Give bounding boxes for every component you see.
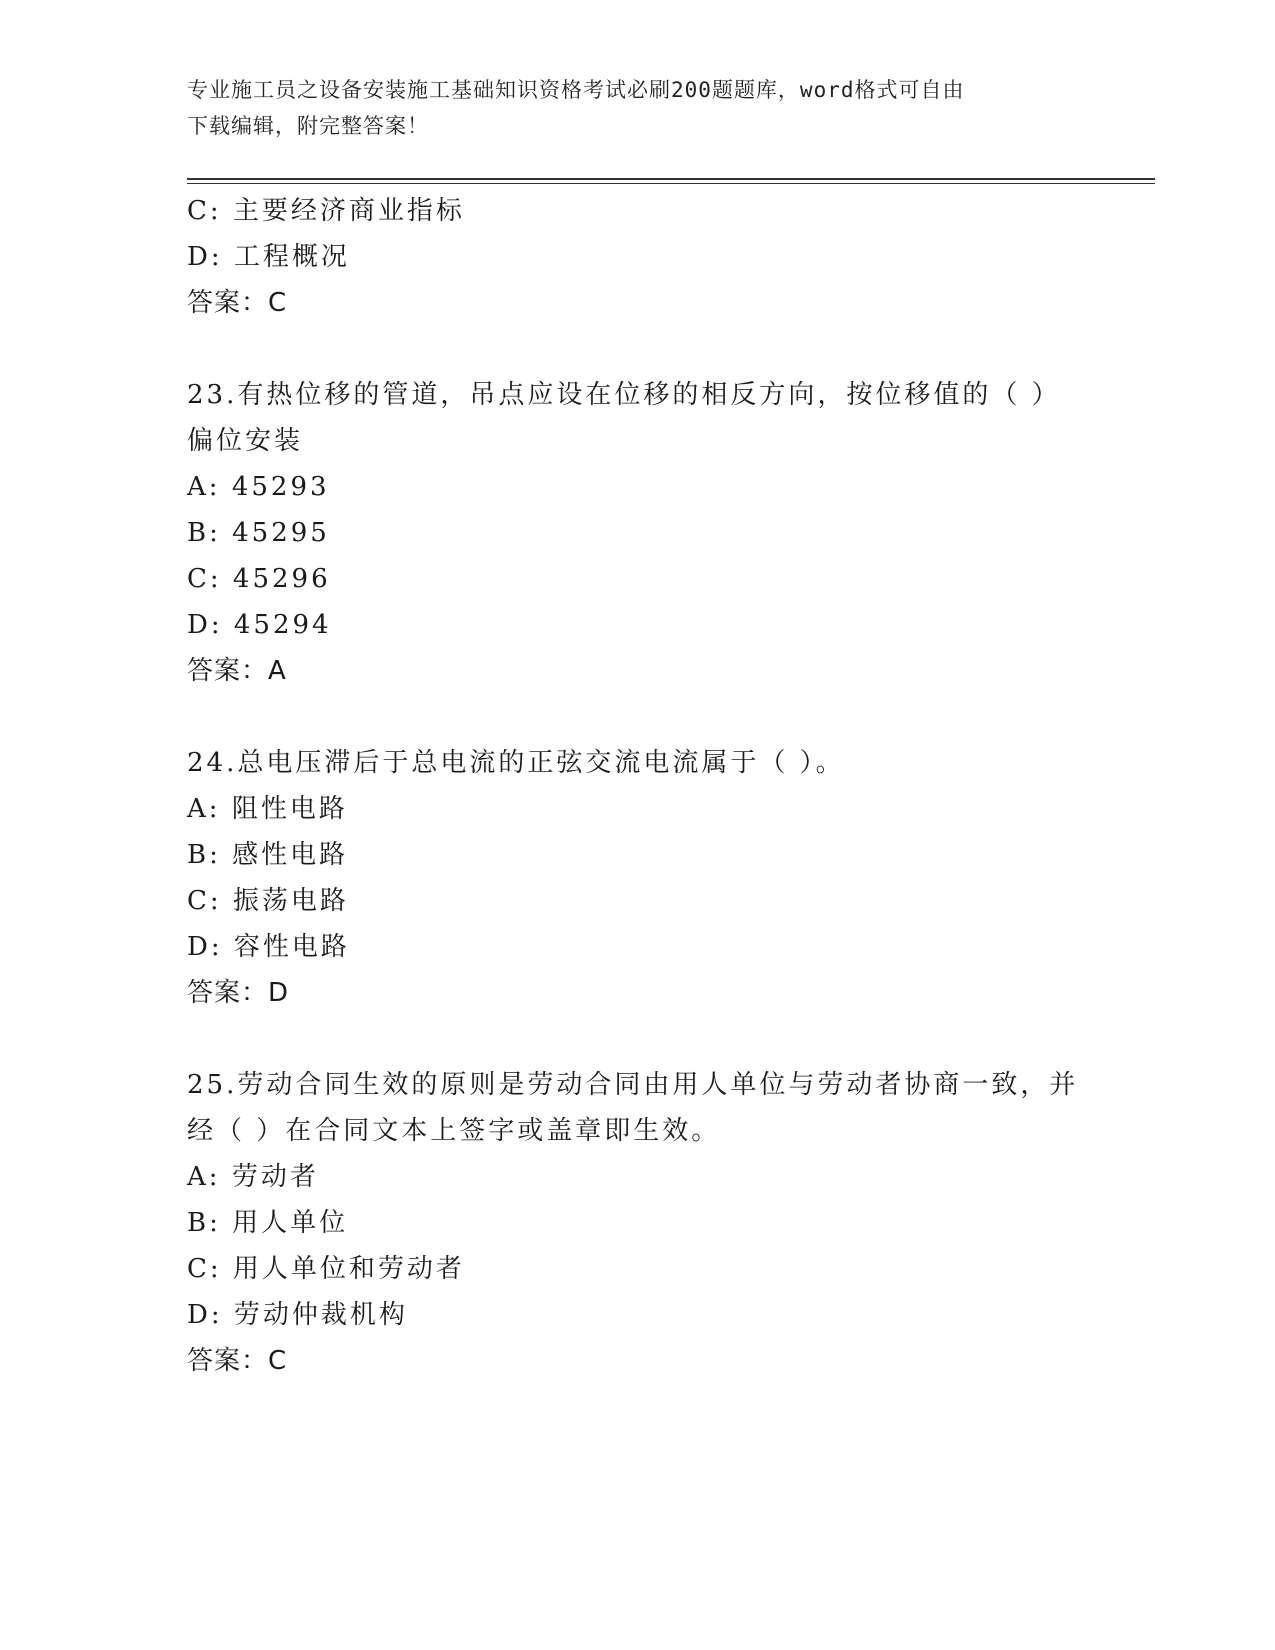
- option-text: 45293: [231, 472, 330, 502]
- option-text: 感性电路: [232, 840, 349, 870]
- header-divider-thick: [187, 178, 1155, 180]
- option-label: D:: [187, 610, 223, 640]
- option-label: B:: [187, 840, 221, 870]
- header-divider-thin: [187, 183, 1155, 184]
- option-label: C:: [187, 886, 222, 916]
- option-text: 劳动者: [231, 1162, 319, 1192]
- document-header: [187, 72, 1087, 144]
- option-label: A:: [187, 472, 221, 502]
- spacer: [187, 694, 1087, 740]
- option-text: 用人单位和劳动者: [232, 1254, 465, 1284]
- option-label: A:: [187, 794, 221, 824]
- option-text: 45295: [232, 518, 330, 548]
- option-text: 容性电路: [233, 932, 350, 962]
- option-a: [187, 786, 1087, 832]
- answer-line: 答案：D: [187, 978, 290, 1008]
- header-line-2: 下载编辑，附完整答案！: [187, 114, 429, 138]
- option-text: 劳动仲裁机构: [233, 1300, 408, 1330]
- question-stem: 偏位安装: [187, 426, 304, 456]
- option-a: [187, 464, 1087, 510]
- option-c: [187, 188, 1087, 234]
- option-text: 工程概况: [233, 242, 350, 272]
- option-label: C:: [187, 1254, 222, 1284]
- question-24: [187, 740, 1087, 1016]
- answer-line: 答案：C: [187, 288, 288, 318]
- option-label: D:: [187, 1300, 223, 1330]
- option-label: B:: [187, 518, 221, 548]
- question-stem: 24.总电压滞后于总电流的正弦交流电流属于（ ）。: [187, 748, 845, 778]
- option-text: 45294: [233, 610, 332, 640]
- question-22-continued: [187, 188, 1087, 326]
- option-d: [187, 602, 1087, 648]
- option-d: [187, 924, 1087, 970]
- option-label: D:: [187, 932, 223, 962]
- spacer: [187, 1016, 1087, 1062]
- answer-line: 答案：A: [187, 656, 287, 686]
- option-d: [187, 234, 1087, 280]
- answer-line: 答案：C: [187, 1346, 288, 1376]
- question-content: [187, 188, 1087, 1384]
- option-text: 主要经济商业指标: [232, 196, 465, 226]
- header-line-1: 专业施工员之设备安装施工基础知识资格考试必刷200题题库，word格式可自由: [187, 78, 965, 102]
- option-c: [187, 556, 1087, 602]
- option-text: 振荡电路: [232, 886, 349, 916]
- spacer: [187, 326, 1087, 372]
- question-25: [187, 1062, 1087, 1384]
- option-text: 45296: [232, 564, 331, 594]
- option-d: [187, 1292, 1087, 1338]
- option-label: B:: [187, 1208, 221, 1238]
- option-b: [187, 510, 1087, 556]
- option-c: [187, 878, 1087, 924]
- option-label: C:: [187, 196, 222, 226]
- option-text: 阻性电路: [231, 794, 348, 824]
- question-23: [187, 372, 1087, 694]
- option-label: C:: [187, 564, 222, 594]
- question-stem: 25.劳动合同生效的原则是劳动合同由用人单位与劳动者协商一致，并: [187, 1070, 1079, 1100]
- question-stem: 23.有热位移的管道，吊点应设在位移的相反方向，按位移值的（ ）: [187, 380, 1061, 410]
- option-text: 用人单位: [232, 1208, 349, 1238]
- option-label: A:: [187, 1162, 221, 1192]
- question-stem: 经（ ）在合同文本上签字或盖章即生效。: [187, 1116, 721, 1146]
- option-b: [187, 1200, 1087, 1246]
- option-c: [187, 1246, 1087, 1292]
- option-a: [187, 1154, 1087, 1200]
- option-label: D:: [187, 242, 223, 272]
- option-b: [187, 832, 1087, 878]
